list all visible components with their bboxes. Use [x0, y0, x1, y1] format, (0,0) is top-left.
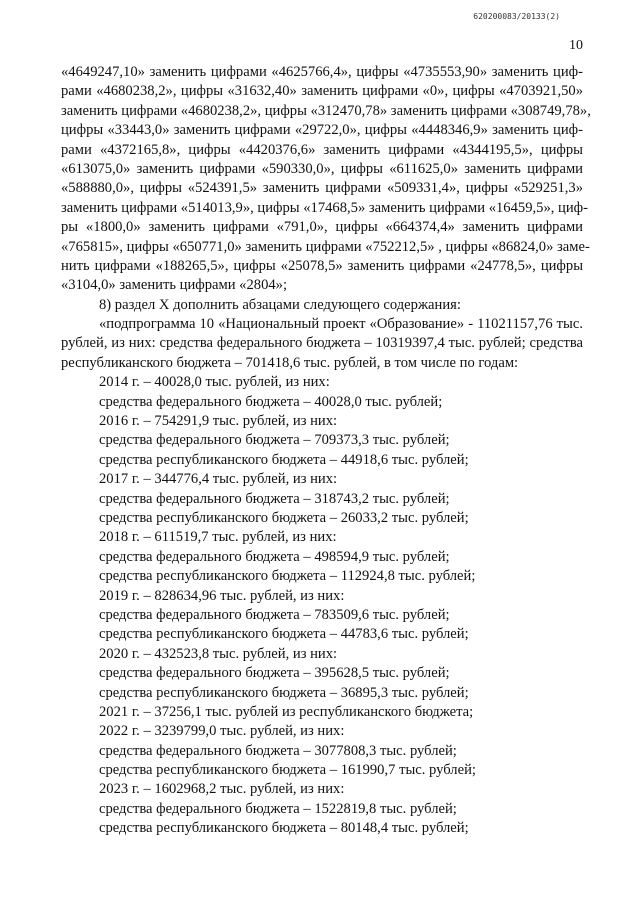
funding-by-year-list: [61, 373, 583, 838]
item-8-heading: 8) раздел X дополнить абзацами следующего содержания:: [99, 296, 461, 313]
text-line: рами «4680238,2», цифры «31632,40» заменить цифрами «0», цифры «4703921,50»: [61, 83, 583, 100]
list-item: средства федерального бюджета – 395628,5 тыс. рублей;: [99, 665, 450, 682]
list-item: 2018 г. – 611519,7 тыс. рублей, из них:: [99, 529, 337, 546]
list-item: средства республиканского бюджета – 36895,3 тыс. рублей;: [99, 684, 469, 701]
list-item: средства федерального бюджета – 3077808,3 тыс. рублей;: [99, 742, 457, 759]
list-item: средства федерального бюджета – 1522819,8 тыс. рублей;: [99, 800, 457, 817]
text-line: рами «4372165,8», цифры «4420376,6» заменить цифрами «4344195,5», цифры: [61, 141, 583, 158]
text-line: нить цифрами «188265,5», цифры «25078,5» заменить цифрами «24778,5», цифры: [61, 257, 583, 274]
subprogram-paragraph: [61, 315, 583, 373]
text-line: «765815», цифры «650771,0» заменить цифрами «752212,5» , цифры «86824,0» заме-: [61, 238, 590, 255]
text-line: «3104,0» заменить цифрами «2804»;: [61, 277, 288, 294]
text-line: «подпрограмма 10 «Национальный проект «Образование» - 11021157,76 тыс.: [99, 316, 583, 333]
list-item: 2017 г. – 344776,4 тыс. рублей, из них:: [99, 471, 338, 488]
text-line: заменить цифрами «514013,9», цифры «17468,5» заменить цифрами «16459,5», циф-: [61, 199, 588, 216]
list-item: средства федерального бюджета – 498594,9 тыс. рублей;: [99, 548, 450, 565]
list-item: средства республиканского бюджета – 44918,6 тыс. рублей;: [99, 451, 469, 468]
list-item: 2023 г. – 1602968,2 тыс. рублей, из них:: [99, 781, 345, 798]
list-item: 2019 г. – 828634,96 тыс. рублей, из них:: [99, 587, 345, 604]
text-line: ры «1800,0» заменить цифрами «791,0», цифры «664374,4» заменить цифрами: [61, 219, 583, 236]
list-item: 2020 г. – 432523,8 тыс. рублей, из них:: [99, 645, 338, 662]
text-line: цифры «33443,0» заменить цифрами «29722,0», цифры «4448346,9» заменить циф-: [61, 122, 583, 139]
list-item: средства федерального бюджета – 40028,0 тыс. рублей;: [99, 393, 443, 410]
page-number: 10: [569, 38, 583, 53]
text-line: заменить цифрами «4680238,2», цифры «312470,78» заменить цифрами «308749,78»,: [61, 102, 591, 119]
list-item: 2021 г. – 37256,1 тыс. рублей из республиканского бюджета;: [99, 703, 474, 720]
text-line: «613075,0» заменить цифрами «590330,0», цифры «611625,0» заменить цифрами: [61, 160, 583, 177]
list-item: средства федерального бюджета – 318743,2 тыс. рублей;: [99, 490, 450, 507]
text-line: республиканского бюджета – 701418,6 тыс. рублей, в том числе по годам:: [61, 354, 519, 371]
list-item: средства республиканского бюджета – 26033,2 тыс. рублей;: [99, 509, 469, 526]
text-line: «4649247,10» заменить цифрами «4625766,4», цифры «4735553,90» заменить циф-: [61, 64, 583, 80]
paragraph-continuation: [61, 63, 591, 296]
list-item: средства федерального бюджета – 783509,6 тыс. рублей;: [99, 606, 450, 623]
list-item: средства федерального бюджета – 709373,3 тыс. рублей;: [99, 432, 450, 449]
list-item: 2014 г. – 40028,0 тыс. рублей, из них:: [99, 374, 330, 391]
list-item: средства республиканского бюджета – 80148,4 тыс. рублей;: [99, 820, 469, 837]
list-item: средства республиканского бюджета – 161990,7 тыс. рублей;: [99, 762, 476, 779]
list-item: 2016 г. – 754291,9 тыс. рублей, из них:: [99, 413, 338, 430]
list-item: средства республиканского бюджета – 44783,6 тыс. рублей;: [99, 626, 469, 643]
text-line: рублей, из них: средства федерального бюджета – 10319397,4 тыс. рублей; средства: [61, 335, 583, 352]
document-body: [61, 63, 591, 839]
list-item: средства республиканского бюджета – 112924,8 тыс. рублей;: [99, 568, 476, 585]
list-item: 2022 г. – 3239799,0 тыс. рублей, из них:: [99, 723, 345, 740]
document-id: 620200083/20133(2): [473, 12, 560, 21]
text-line: «588880,0», цифры «524391,5» заменить цифрами «509331,4», цифры «529251,3»: [61, 180, 583, 197]
